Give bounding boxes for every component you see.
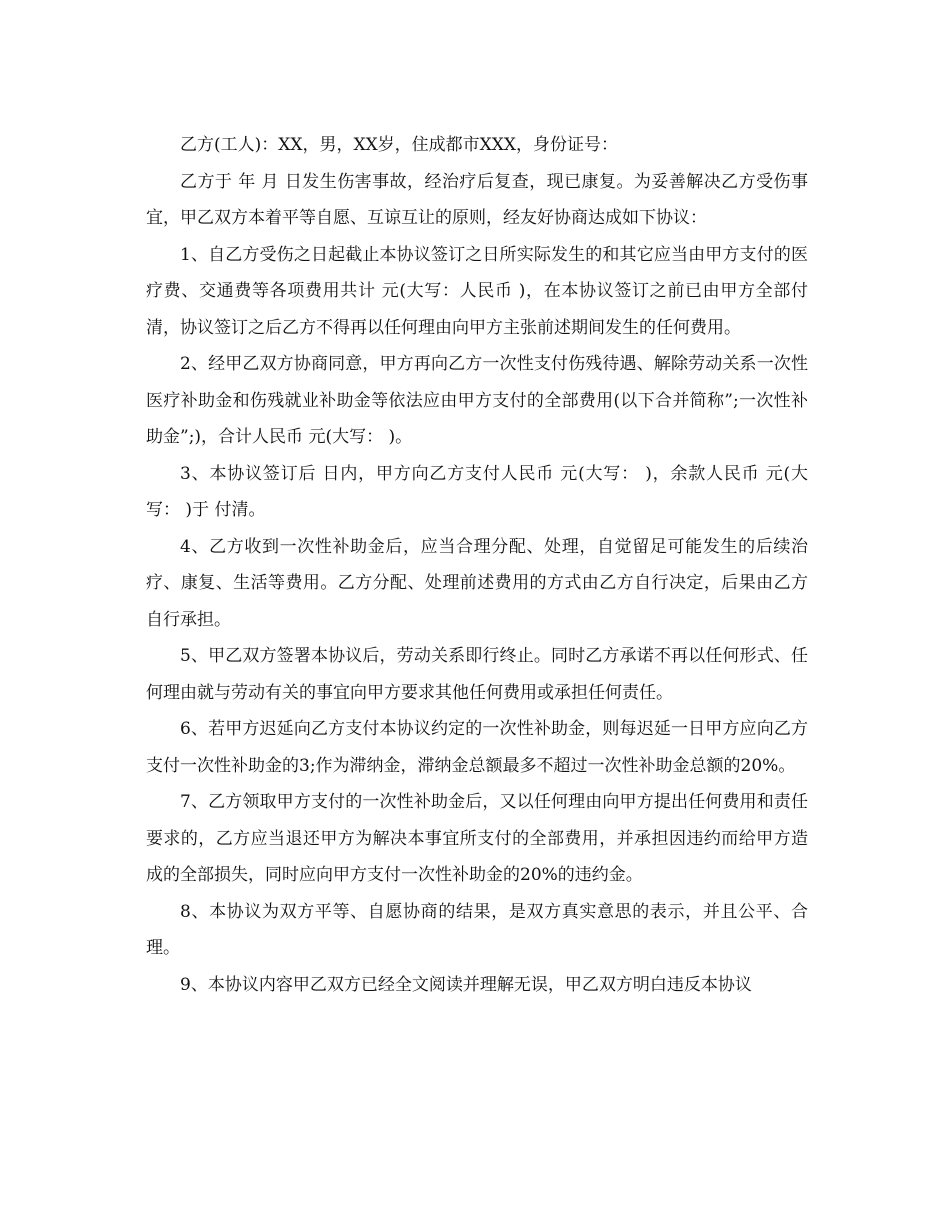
clause-5-paragraph: 5、甲乙双方签署本协议后，劳动关系即行终止。同时乙方承诺不再以任何形式、任何理由就与劳动有关的事宜向甲方要求其他任何费用或承担任何责任。 xyxy=(146,646,808,703)
clause-7-paragraph: 7、乙方领取甲方支付的一次性补助金后，又以任何理由向甲方提出任何费用和责任要求的，乙方应当退还甲方为解决本事宜所支付的全部费用，并承担因违约而给甲方造成的全部损失，同时应向甲方支付一次性补助金的20%的违约金。 xyxy=(146,792,808,885)
document-body xyxy=(146,127,808,1003)
party-b-info-paragraph: 乙方(工人)：XX，男，XX岁，住成都市XXX，身份证号： xyxy=(180,135,618,155)
incident-intro-paragraph: 乙方于 年 月 日发生伤害事故，经治疗后复查，现已康复。为妥善解决乙方受伤事宜，甲乙双方本着平等自愿、互谅互让的原则，经友好协商达成如下协议： xyxy=(146,171,808,228)
clause-9-paragraph: 9、本协议内容甲乙双方已经全文阅读并理解无误，甲乙双方明白违反本协议 xyxy=(180,974,752,995)
clause-4-paragraph: 4、乙方收到一次性补助金后，应当合理分配、处理，自觉留足可能发生的后续治疗、康复、生活等费用。乙方分配、处理前述费用的方式由乙方自行决定，后果由乙方自行承担。 xyxy=(146,536,808,630)
clause-2-paragraph: 2、经甲乙双方协商同意，甲方再向乙方一次性支付伤残待遇、解除劳动关系一次性医疗补助金和伤残就业补助金等依法应由甲方支付的全部费用(以下合并简称”;一次性补助金”;)，合计人民币 元(大写： )。 xyxy=(146,354,808,447)
clause-1-paragraph: 1、自乙方受伤之日起截止本协议签订之日所实际发生的和其它应当由甲方支付的医疗费、交通费等各项费用共计 元(大写：人民币 )，在本协议签订之前已由甲方全部付清，协议签订之后乙方不得再以任何理由向甲方主张前述期间发生的任何费用。 xyxy=(146,244,808,338)
clause-6-paragraph: 6、若甲方迟延向乙方支付本协议约定的一次性补助金，则每迟延一日甲方应向乙方支付一次性补助金的3;作为滞纳金，滞纳金总额最多不超过一次性补助金总额的20%。 xyxy=(146,719,808,776)
clause-8-paragraph: 8、本协议为双方平等、自愿协商的结果，是双方真实意思的表示，并且公平、合理。 xyxy=(146,901,808,958)
clause-3-paragraph: 3、本协议签订后 日内，甲方向乙方支付人民币 元(大写： )，余款人民币 元(大写： )于 付清。 xyxy=(146,463,808,520)
